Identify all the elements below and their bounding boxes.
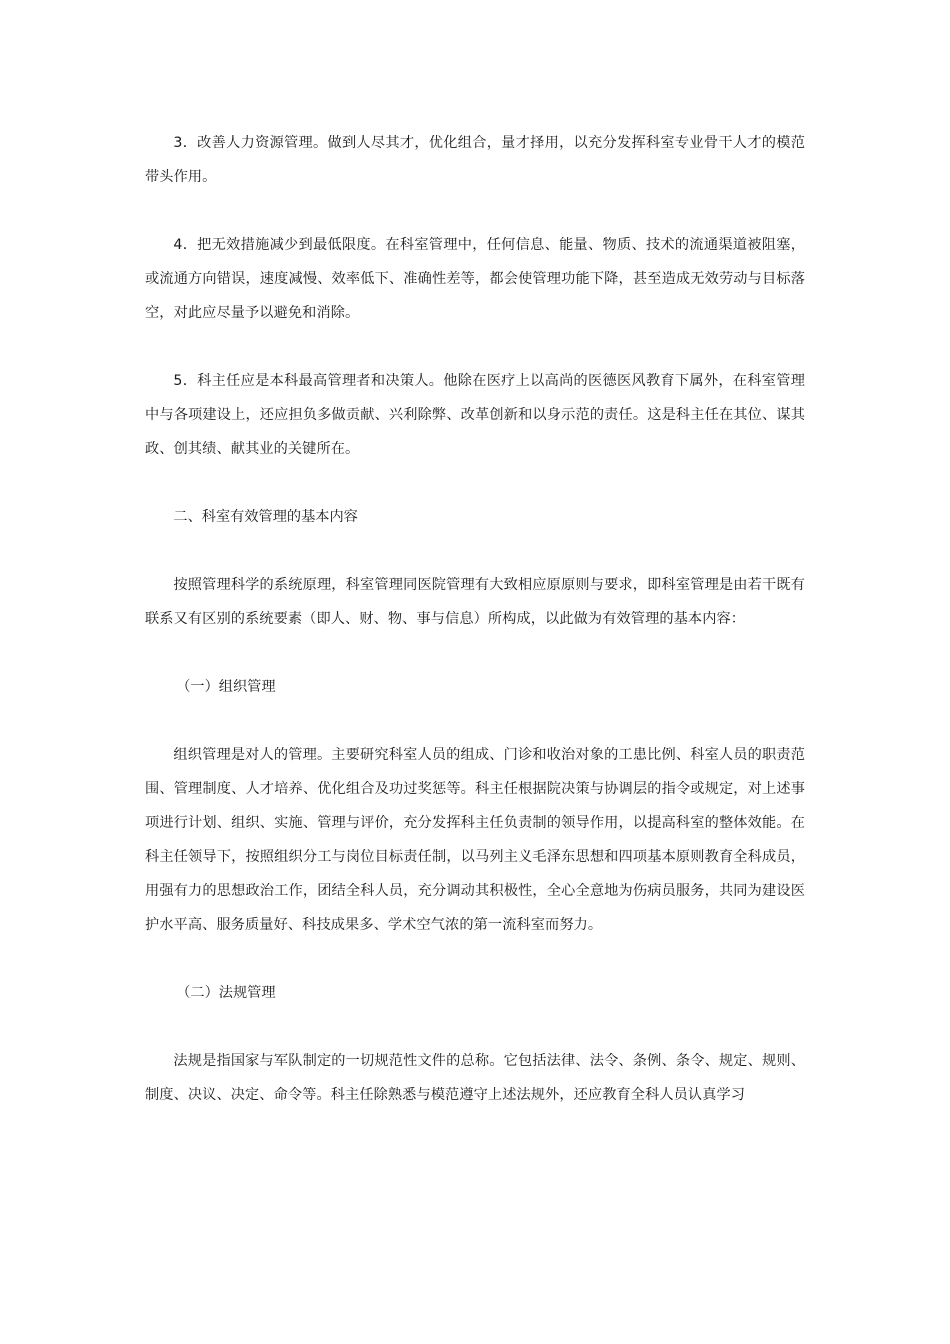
- subheading-organization-management: （一）组织管理: [176, 679, 276, 695]
- paragraph-gap: [145, 942, 805, 976]
- paragraph-gap: [145, 704, 805, 738]
- paragraph-gap: [145, 330, 805, 364]
- paragraph-4-reduce-ineffective-measures: 4．把无效措施减少到最低限度。在科室管理中，任何信息、能量、物质、技术的流通渠道被阻塞，或流通方向错误，速度减慢、效率低下、准确性差等，都会使管理功能下降，甚至造成无效劳动与目标落空，对此应尽量予以避免和消除。: [145, 237, 805, 321]
- paragraph-gap: [145, 466, 805, 500]
- paragraph-5-department-director: 5．科主任应是本科最高管理者和决策人。他除在医疗上以高尚的医德医风教育下属外，在科室管理中与各项建设上，还应担负多做贡献、兴利除弊、改革创新和以身示范的责任。这是科主任在其位、谋其政、创其绩、献其业的关键所在。: [145, 373, 805, 457]
- paragraph-systems-principle: 按照管理科学的系统原理，科室管理同医院管理有大致相应原原则与要求，即科室管理是由若干既有联系又有区别的系统要素（即人、财、物、事与信息）所构成，以此做为有效管理的基本内容：: [145, 577, 805, 627]
- paragraph-3-hr-management: 3．改善人力资源管理。做到人尽其才，优化组合，量才择用，以充分发挥科室专业骨干人才的模范带头作用。: [145, 135, 805, 185]
- section-heading-basic-content: 二、科室有效管理的基本内容: [173, 509, 358, 525]
- paragraph-gap: [145, 534, 805, 568]
- subheading-regulation-management: （二）法规管理: [176, 985, 276, 1001]
- paragraph-regulation-management: 法规是指国家与军队制定的一切规范性文件的总称。它包括法律、法令、条例、条令、规定、规则、制度、决议、决定、命令等。科主任除熟悉与模范遵守上述法规外，还应教育全科人员认真学习: [145, 1053, 805, 1103]
- paragraph-gap: [145, 636, 805, 670]
- paragraph-gap: [145, 194, 805, 228]
- paragraph-organization-management: 组织管理是对人的管理。主要研究科室人员的组成、门诊和收治对象的工患比例、科室人员的职责范围、管理制度、人才培养、优化组合及功过奖惩等。科主任根据院决策与协调层的指令或规定，对上述事项进行计划、组织、实施、管理与评价，充分发挥科主任负责制的领导作用，以提高科室的整体效能。在科主任领导下，按照组织分工与岗位目标责任制，以马列主义毛泽东思想和四项基本原则教育全科成员，用强有力的思想政治工作，团结全科人员，充分调动其积极性，全心全意地为伤病员服务，共同为建设医护水平高、服务质量好、科技成果多、学术空气浓的第一流科室而努力。: [145, 747, 805, 933]
- paragraph-gap: [145, 1010, 805, 1044]
- document-body: [145, 126, 805, 1112]
